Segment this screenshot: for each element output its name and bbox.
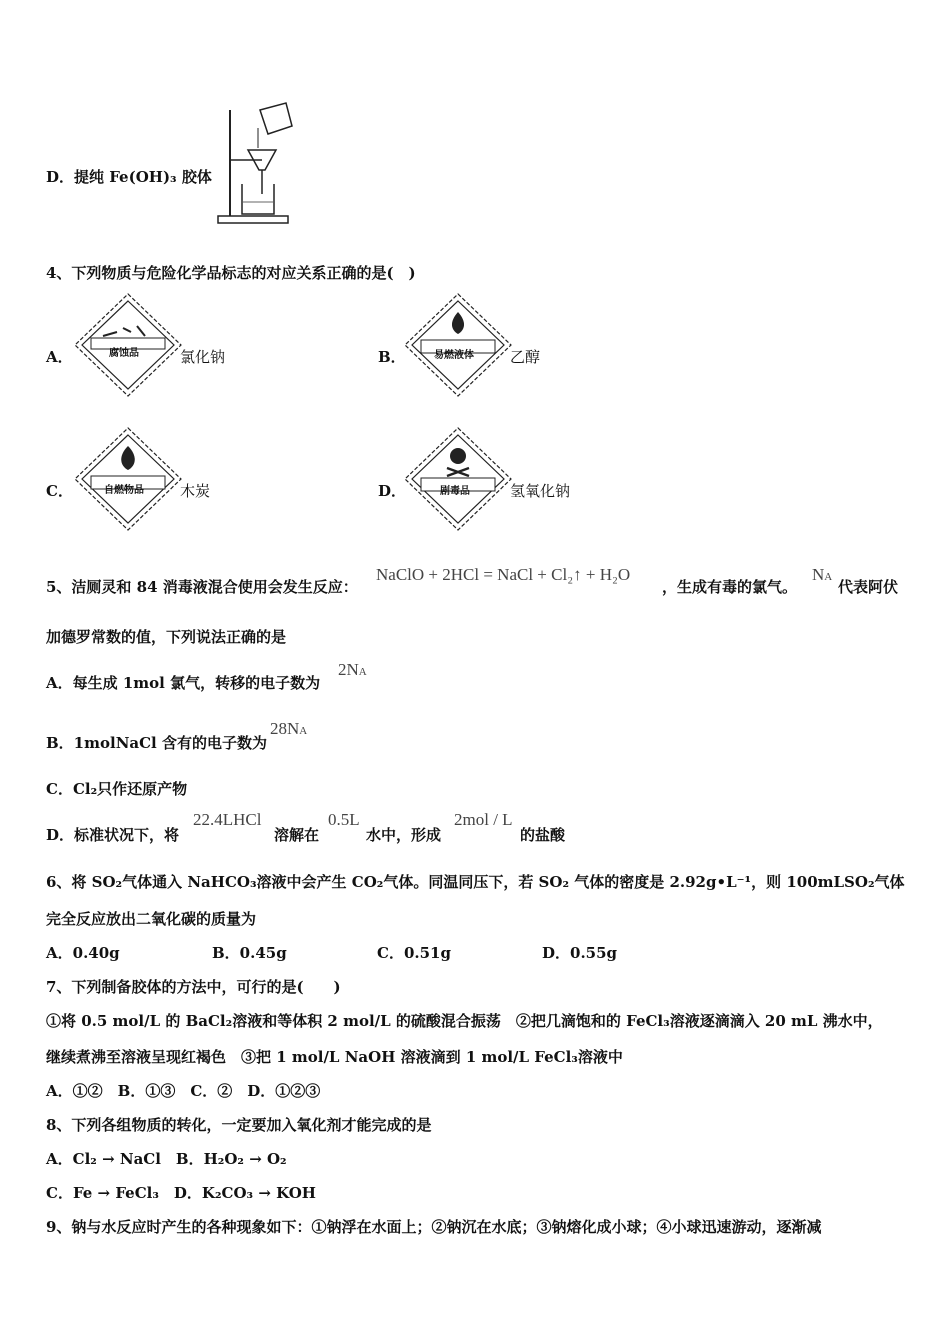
q4-option-c-substance: 木炭	[180, 482, 211, 500]
q4-option-d-label: D．	[378, 482, 407, 500]
q4-option-b-substance: 乙醇	[510, 348, 541, 366]
q5-option-b-value: 28NA	[270, 719, 308, 738]
q5-option-d-part3: 水中，形成	[366, 826, 442, 844]
q5-option-d-part1: D．标准状况下，将	[46, 826, 180, 844]
q5-stem-c: 代表阿伏	[838, 578, 899, 596]
q4-option-c-label: C．	[46, 482, 73, 500]
q5-option-d-value3: 2mol / L	[454, 810, 513, 829]
q6-option-b: B．0.45g	[212, 944, 287, 962]
spontaneous-combustion-sign	[73, 426, 183, 532]
q8-options-row1: A．Cl₂ → NaCl B．H₂O₂ → O₂	[46, 1150, 287, 1168]
toxic-skull-sign	[403, 426, 513, 532]
q5-option-a-value: 2NA	[338, 660, 367, 679]
flammable-liquid-sign	[403, 292, 513, 398]
q5-option-a: A．每生成 1mol 氯气，转移的电子数为	[46, 674, 321, 692]
q6-option-a: A．0.40g	[46, 944, 120, 962]
q5-equation: NaClO + 2HCl = NaCl + Cl₂↑ + H₂O	[376, 565, 631, 584]
q5-option-d-value2: 0.5L	[328, 810, 360, 829]
q5-stem-d: 加德罗常数的值，下列说法正确的是	[46, 628, 287, 646]
q7-options: A．①② B．①③ C．② D．①②③	[46, 1082, 321, 1100]
q4-option-a-substance: 氯化钠	[180, 348, 226, 366]
q8-stem: 8、下列各组物质的转化，一定要加入氧化剂才能完成的是	[46, 1116, 432, 1134]
q5-option-b: B．1molNaCl 含有的电子数为	[46, 734, 267, 752]
q5-option-c: C．Cl₂只作还原产物	[46, 780, 188, 798]
q4-sign-a-label: 腐蚀品	[109, 348, 139, 359]
q4-sign-d-label: 剧毒品	[440, 486, 470, 497]
q4-sign-c-label: 自燃物品	[104, 485, 144, 496]
q6-stem-line2: 完全反应放出二氧化碳的质量为	[46, 910, 257, 928]
q4-option-d-substance: 氢氧化钠	[510, 482, 571, 500]
q4-stem: 4、下列物质与危险化学品标志的对应关系正确的是( )	[46, 264, 416, 282]
q5-stem-a: 5、洁厕灵和 84 消毒液混合使用会发生反应：	[46, 578, 358, 596]
q4-sign-b-label: 易燃液体	[434, 350, 474, 361]
q6-option-c: C．0.51g	[377, 944, 451, 962]
q8-options-row2: C．Fe → FeCl₃ D．K₂CO₃ → KOH	[46, 1184, 316, 1202]
q4-option-b-label: B．	[378, 348, 406, 366]
q9-stem: 9、钠与水反应时产生的各种现象如下：①钠浮在水面上；②钠沉在水底；③钠熔化成小球；④小球迅速游动，逐渐减	[46, 1218, 822, 1236]
q4-option-a-label: A．	[46, 348, 73, 366]
filtration-apparatus-image	[212, 98, 302, 226]
q7-line1: ①将 0.5 mol/L 的 BaCl₂溶液和等体积 2 mol/L 的硫酸混合振荡 ②把几滴饱和的 FeCl₃溶液逐滴滴入 20 mL 沸水中，	[46, 1012, 883, 1030]
q5-option-d-value1: 22.4LHCl	[193, 810, 262, 829]
q6-stem-line1: 6、将 SO₂气体通入 NaHCO₃溶液中会产生 CO₂气体。同温同压下，若 SO₂ 气体的密度是 2.92g•L⁻¹，则 100mLSO₂气体	[46, 873, 905, 891]
q7-line2: 继续煮沸至溶液呈现红褐色 ③把 1 mol/L NaOH 溶液滴到 1 mol/L FeCl₃溶液中	[46, 1048, 623, 1066]
q6-option-d: D．0.55g	[542, 944, 618, 962]
q5-option-d-part4: 的盐酸	[520, 826, 566, 844]
q5-stem-b: ，生成有毒的氯气。	[662, 578, 798, 596]
q7-stem: 7、下列制备胶体的方法中，可行的是( )	[46, 978, 341, 996]
q3-option-d: D．提纯 Fe(OH)₃ 胶体	[46, 168, 212, 186]
q5-option-d-part2: 溶解在	[274, 826, 320, 844]
q5-na-symbol: NA	[812, 565, 833, 584]
